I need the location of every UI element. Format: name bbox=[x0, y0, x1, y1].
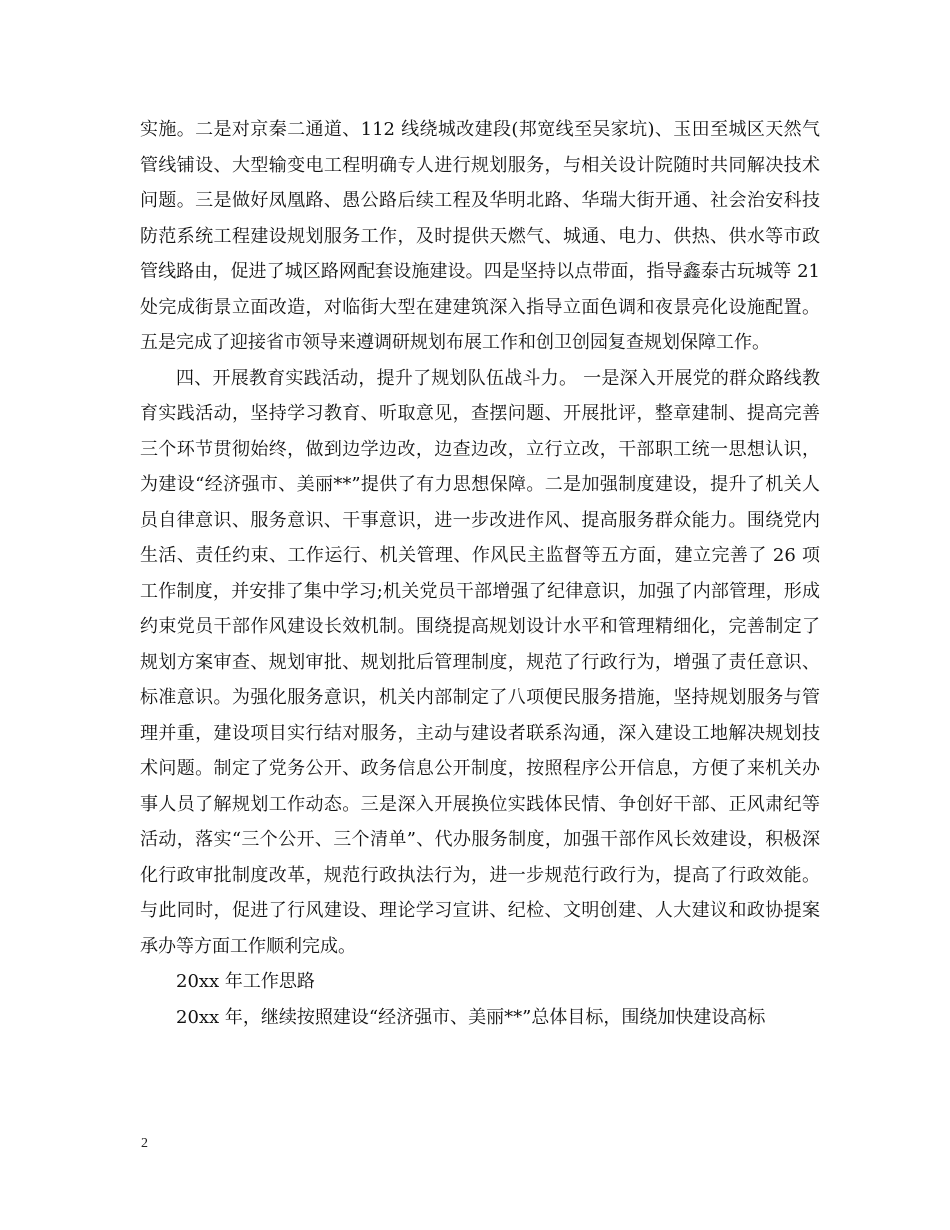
document-body bbox=[140, 112, 820, 1035]
page-number: 2 bbox=[141, 1136, 148, 1151]
paragraph-work-plan: 20xx 年，继续按照建设“经济强市、美丽**”总体目标，围绕加快建设高标 bbox=[176, 1006, 766, 1028]
paragraph-continuation: 实施。二是对京秦二通道、112 线绕城改建段(邦宽线至吴家坑)、玉田至城区天然气管线铺设、大型输变电工程明确专人进行规划服务，与相关设计院随时共同解决技术问题。三是做好凤凰路、愚公路后续工程及华明北路、华瑞大街开通、社会治安科技防范系统工程建设规划服务工作，及时提供天燃气、城通、电力、供热、供水等市政管线路由，促进了城区路网配套设施建设。四是坚持以点带面，指导鑫泰古玩城等 21 处完成街景立面改造，对临街大型在建建筑深入指导立面色调和夜景亮化设施配置。五是完成了迎接省市领导来遵调研规划布展工作和创卫创园复查规划保障工作。 bbox=[140, 119, 820, 353]
section-heading: 20xx 年工作思路 bbox=[176, 971, 315, 992]
paragraph-section-four: 四、开展教育实践活动，提升了规划队伍战斗力。 一是深入开展党的群众路线教育实践活动，坚持学习教育、听取意见，查摆问题、开展批评，整章建制、提高完善三个环节贯彻始终，做到边学边改，边查边改，立行立改，干部职工统一思想认识，为建设“经济强市、美丽**”提供了有力思想保障。二是加强制度建设，提升了机关人员自律意识、服务意识、干事意识，进一步改进作风、提高服务群众能力。围绕党内生活、责任约束、工作运行、机关管理、作风民主监督等五方面，建立完善了 26 项工作制度，并安排了集中学习;机关党员干部增强了纪律意识，加强了内部管理，形成约束党员干部作风建设长效机制。围绕提高规划设计水平和管理精细化，完善制定了规划方案审查、规划审批、规划批后管理制度，规范了行政行为，增强了责任意识、标准意识。为强化服务意识，机关内部制定了八项便民服务措施，坚持规划服务与管理并重，建设项目实行结对服务，主动与建设者联系沟通，深入建设工地解决规划技术问题。制定了党务公开、政务信息公开制度，按照程序公开信息，方便了来机关办事人员了解规划工作动态。三是深入开展换位实践体民情、争创好干部、正风肃纪等活动，落实“三个公开、三个清单”、代办服务制度，加强干部作风长效建设，积极深化行政审批制度改革，规范行政执法行为，进一步规范行政行为，提高了行政效能。与此同时，促进了行风建设、理论学习宣讲、纪检、文明创建、人大建议和政协提案承办等方面工作顺利完成。 bbox=[140, 367, 820, 957]
